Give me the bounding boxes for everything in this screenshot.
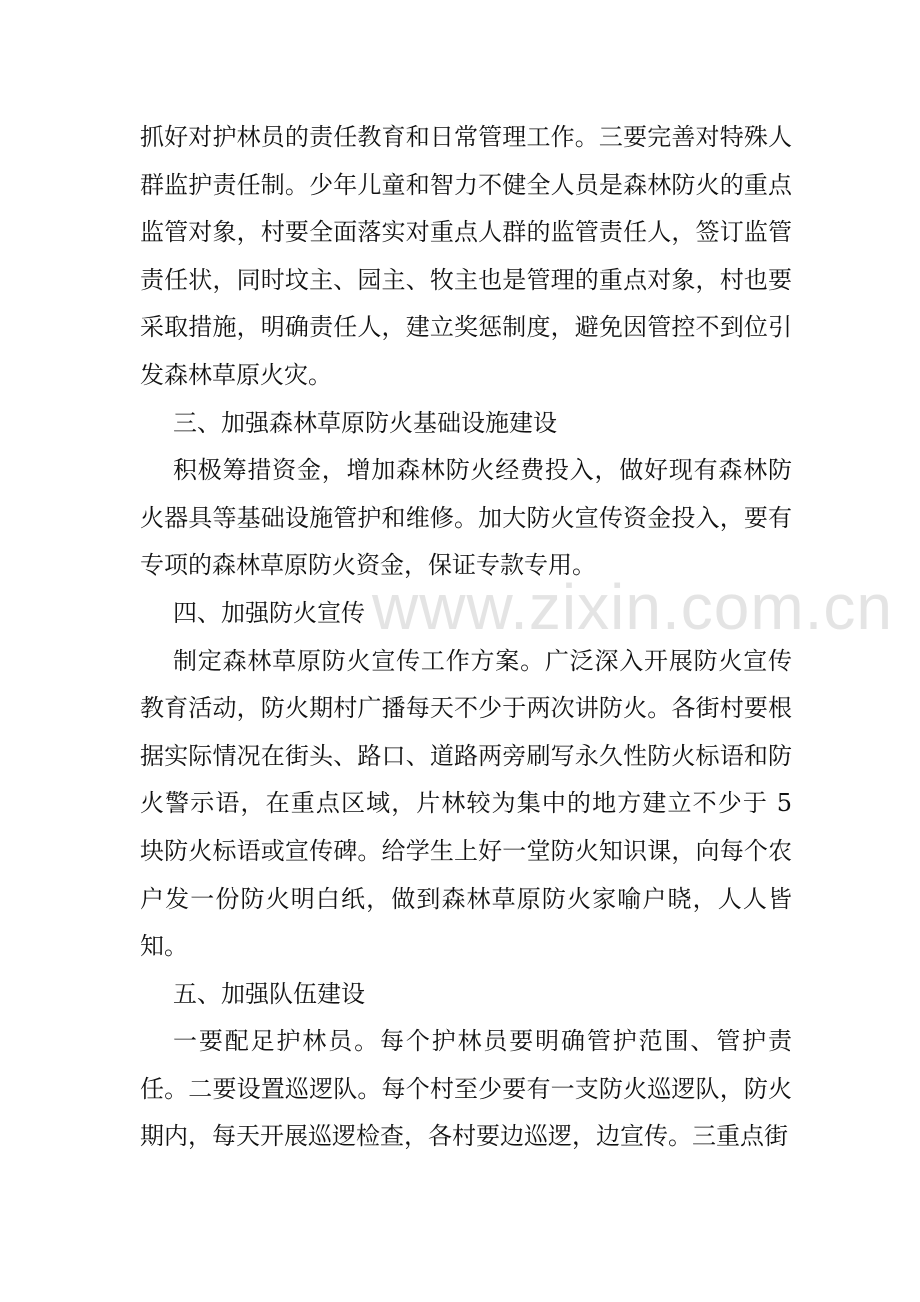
section-heading-3: 三、加强森林草原防火基础设施建设 xyxy=(173,408,557,437)
section-heading-5: 五、加强队伍建设 xyxy=(173,979,365,1008)
paragraph-team-building: 一要配足护林员。每个护林员要明确管护范围、管护责任。二要设置巡逻队。每个村至少要有一支防火巡逻队，防火期内，每天开展巡逻检查，各村要边巡逻，边宣传。三重点街 xyxy=(140,1027,792,1151)
watermark: www.zixin.com.cn xyxy=(372,571,893,643)
section-heading-4: 四、加强防火宣传 xyxy=(173,598,365,627)
paragraph-continuation: 抓好对护林员的责任教育和日常管理工作。三要完善对特殊人群监护责任制。少年儿童和智力不健全人员是森林防火的重点监管对象，村要全面落实对重点人群的监管责任人，签订监管责任状，同时坟主、园主、牧主也是管理的重点对象，村也要采取措施，明确责任人，建立奖惩制度，避免因管控不到位引发森林草原火灾。 xyxy=(140,123,792,389)
paragraph-publicity: 制定森林草原防火宣传工作方案。广泛深入开展防火宣传教育活动，防火期村广播每天不少于两次讲防火。各街村要根据实际情况在街头、路口、道路两旁刷写永久性防火标语和防火警示语，在重点区域，片林较为集中的地方建立不少于 5 块防火标语或宣传碑。给学生上好一堂防火知识课，向每个农户发一份防火明白纸，做到森林草原防火家喻户晓，人人皆知。 xyxy=(140,646,792,961)
document-body xyxy=(140,114,792,1161)
paragraph-infrastructure: 积极筹措资金，增加森林防火经费投入，做好现有森林防火器具等基础设施管护和维修。加大防火宣传资金投入，要有专项的森林草原防火资金，保证专款专用。 xyxy=(140,456,792,580)
